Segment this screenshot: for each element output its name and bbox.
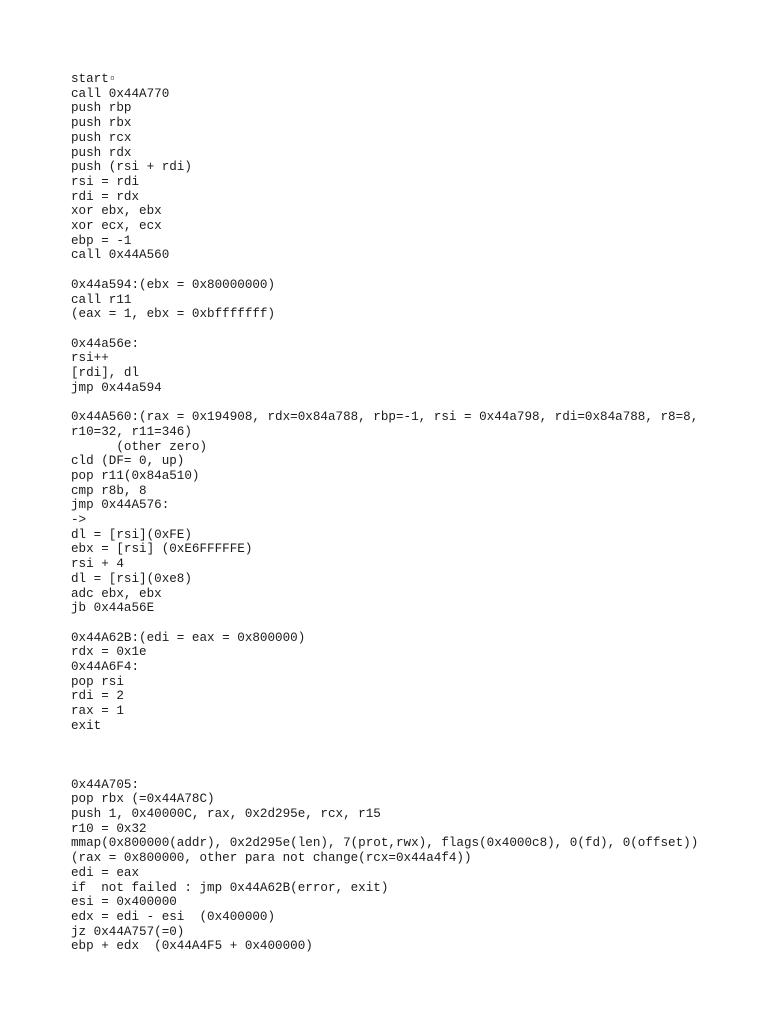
- code-line: (rax = 0x800000, other para not change(rcx=0x44a4f4)): [71, 851, 472, 866]
- block-spacer: [71, 395, 751, 410]
- code-line: mmap(0x800000(addr), 0x2d295e(len), 7(prot,rwx), flags(0x4000c8), 0(fd), 0(offset)): [71, 836, 699, 851]
- code-line: xor ecx, ecx: [71, 219, 162, 234]
- block-spacer: [71, 616, 751, 631]
- code-line: cld (DF= 0, up): [71, 454, 185, 469]
- code-line: (other zero): [71, 439, 208, 454]
- code-line: r10 = 0x32: [71, 821, 147, 836]
- code-line: push rbx: [71, 116, 132, 131]
- code-line: r10=32, r11=346): [71, 424, 192, 439]
- code-line: pop rbx (=0x44A78C): [71, 792, 215, 807]
- code-block-44a62b: [71, 631, 751, 734]
- code-line: rsi++: [71, 351, 109, 366]
- code-line: 0x44A705:: [71, 777, 140, 792]
- code-line: 0x44A62B:(edi = eax = 0x800000): [71, 630, 306, 645]
- document-page: [71, 72, 751, 954]
- code-line: call 0x44A770: [71, 86, 170, 101]
- code-line: exit: [71, 718, 102, 733]
- code-line: esi = 0x400000: [71, 895, 177, 910]
- code-line: 0x44A6F4:: [71, 660, 140, 675]
- code-line: dl = [rsi](0xe8): [71, 571, 192, 586]
- code-line: jb 0x44a56E: [71, 601, 155, 616]
- code-line: rdi = rdx: [71, 189, 140, 204]
- block-spacer: [71, 322, 751, 337]
- code-line: edx = edi - esi (0x400000): [71, 909, 276, 924]
- code-line: push rcx: [71, 130, 132, 145]
- code-line: rsi + 4: [71, 557, 124, 572]
- code-line: call r11: [71, 292, 132, 307]
- code-line: start▫: [71, 72, 117, 86]
- code-line: call 0x44A560: [71, 248, 170, 263]
- code-block-entry: [71, 72, 751, 263]
- code-line: (eax = 1, ebx = 0xbfffffff): [71, 307, 276, 322]
- code-line: rdi = 2: [71, 689, 124, 704]
- code-block-44a56e: [71, 337, 751, 396]
- code-line: pop r11(0x84a510): [71, 468, 200, 483]
- code-line: cmp r8b, 8: [71, 483, 147, 498]
- code-line: 0x44a594:(ebx = 0x80000000): [71, 277, 276, 292]
- code-block-44a705: [71, 778, 751, 954]
- code-line: push 1, 0x40000C, rax, 0x2d295e, rcx, r15: [71, 806, 381, 821]
- code-block-44a560: [71, 410, 751, 616]
- code-line: ebp = -1: [71, 233, 132, 248]
- code-line: dl = [rsi](0xFE): [71, 527, 192, 542]
- code-line: rax = 1: [71, 704, 124, 719]
- code-line: ebp + edx (0x44A4F5 + 0x400000): [71, 939, 313, 954]
- code-line: if not failed : jmp 0x44A62B(error, exit): [71, 880, 389, 895]
- code-line: jmp 0x44A576:: [71, 498, 170, 513]
- code-line: 0x44A560:(rax = 0x194908, rdx=0x84a788, rbp=-1, rsi = 0x44a798, rdi=0x84a788, r8=8,: [71, 410, 699, 425]
- code-line: push (rsi + rdi): [71, 160, 192, 175]
- code-line: ->: [71, 513, 87, 528]
- code-line: jz 0x44A757(=0): [71, 924, 185, 939]
- code-block-44a594: [71, 278, 751, 322]
- code-line: jmp 0x44a594: [71, 380, 162, 395]
- code-line: adc ebx, ebx: [71, 586, 162, 601]
- code-line: push rbp: [71, 101, 132, 116]
- code-line: 0x44a56e:: [71, 336, 140, 351]
- code-line: [rdi], dl: [71, 366, 140, 381]
- code-line: xor ebx, ebx: [71, 204, 162, 219]
- code-line: rsi = rdi: [71, 174, 140, 189]
- block-spacer: [71, 734, 751, 778]
- block-spacer: [71, 263, 751, 278]
- code-line: ebx = [rsi] (0xE6FFFFFE): [71, 542, 253, 557]
- code-line: pop rsi: [71, 674, 124, 689]
- code-line: push rdx: [71, 145, 132, 160]
- code-line: edi = eax: [71, 865, 140, 880]
- code-line: rdx = 0x1e: [71, 645, 147, 660]
